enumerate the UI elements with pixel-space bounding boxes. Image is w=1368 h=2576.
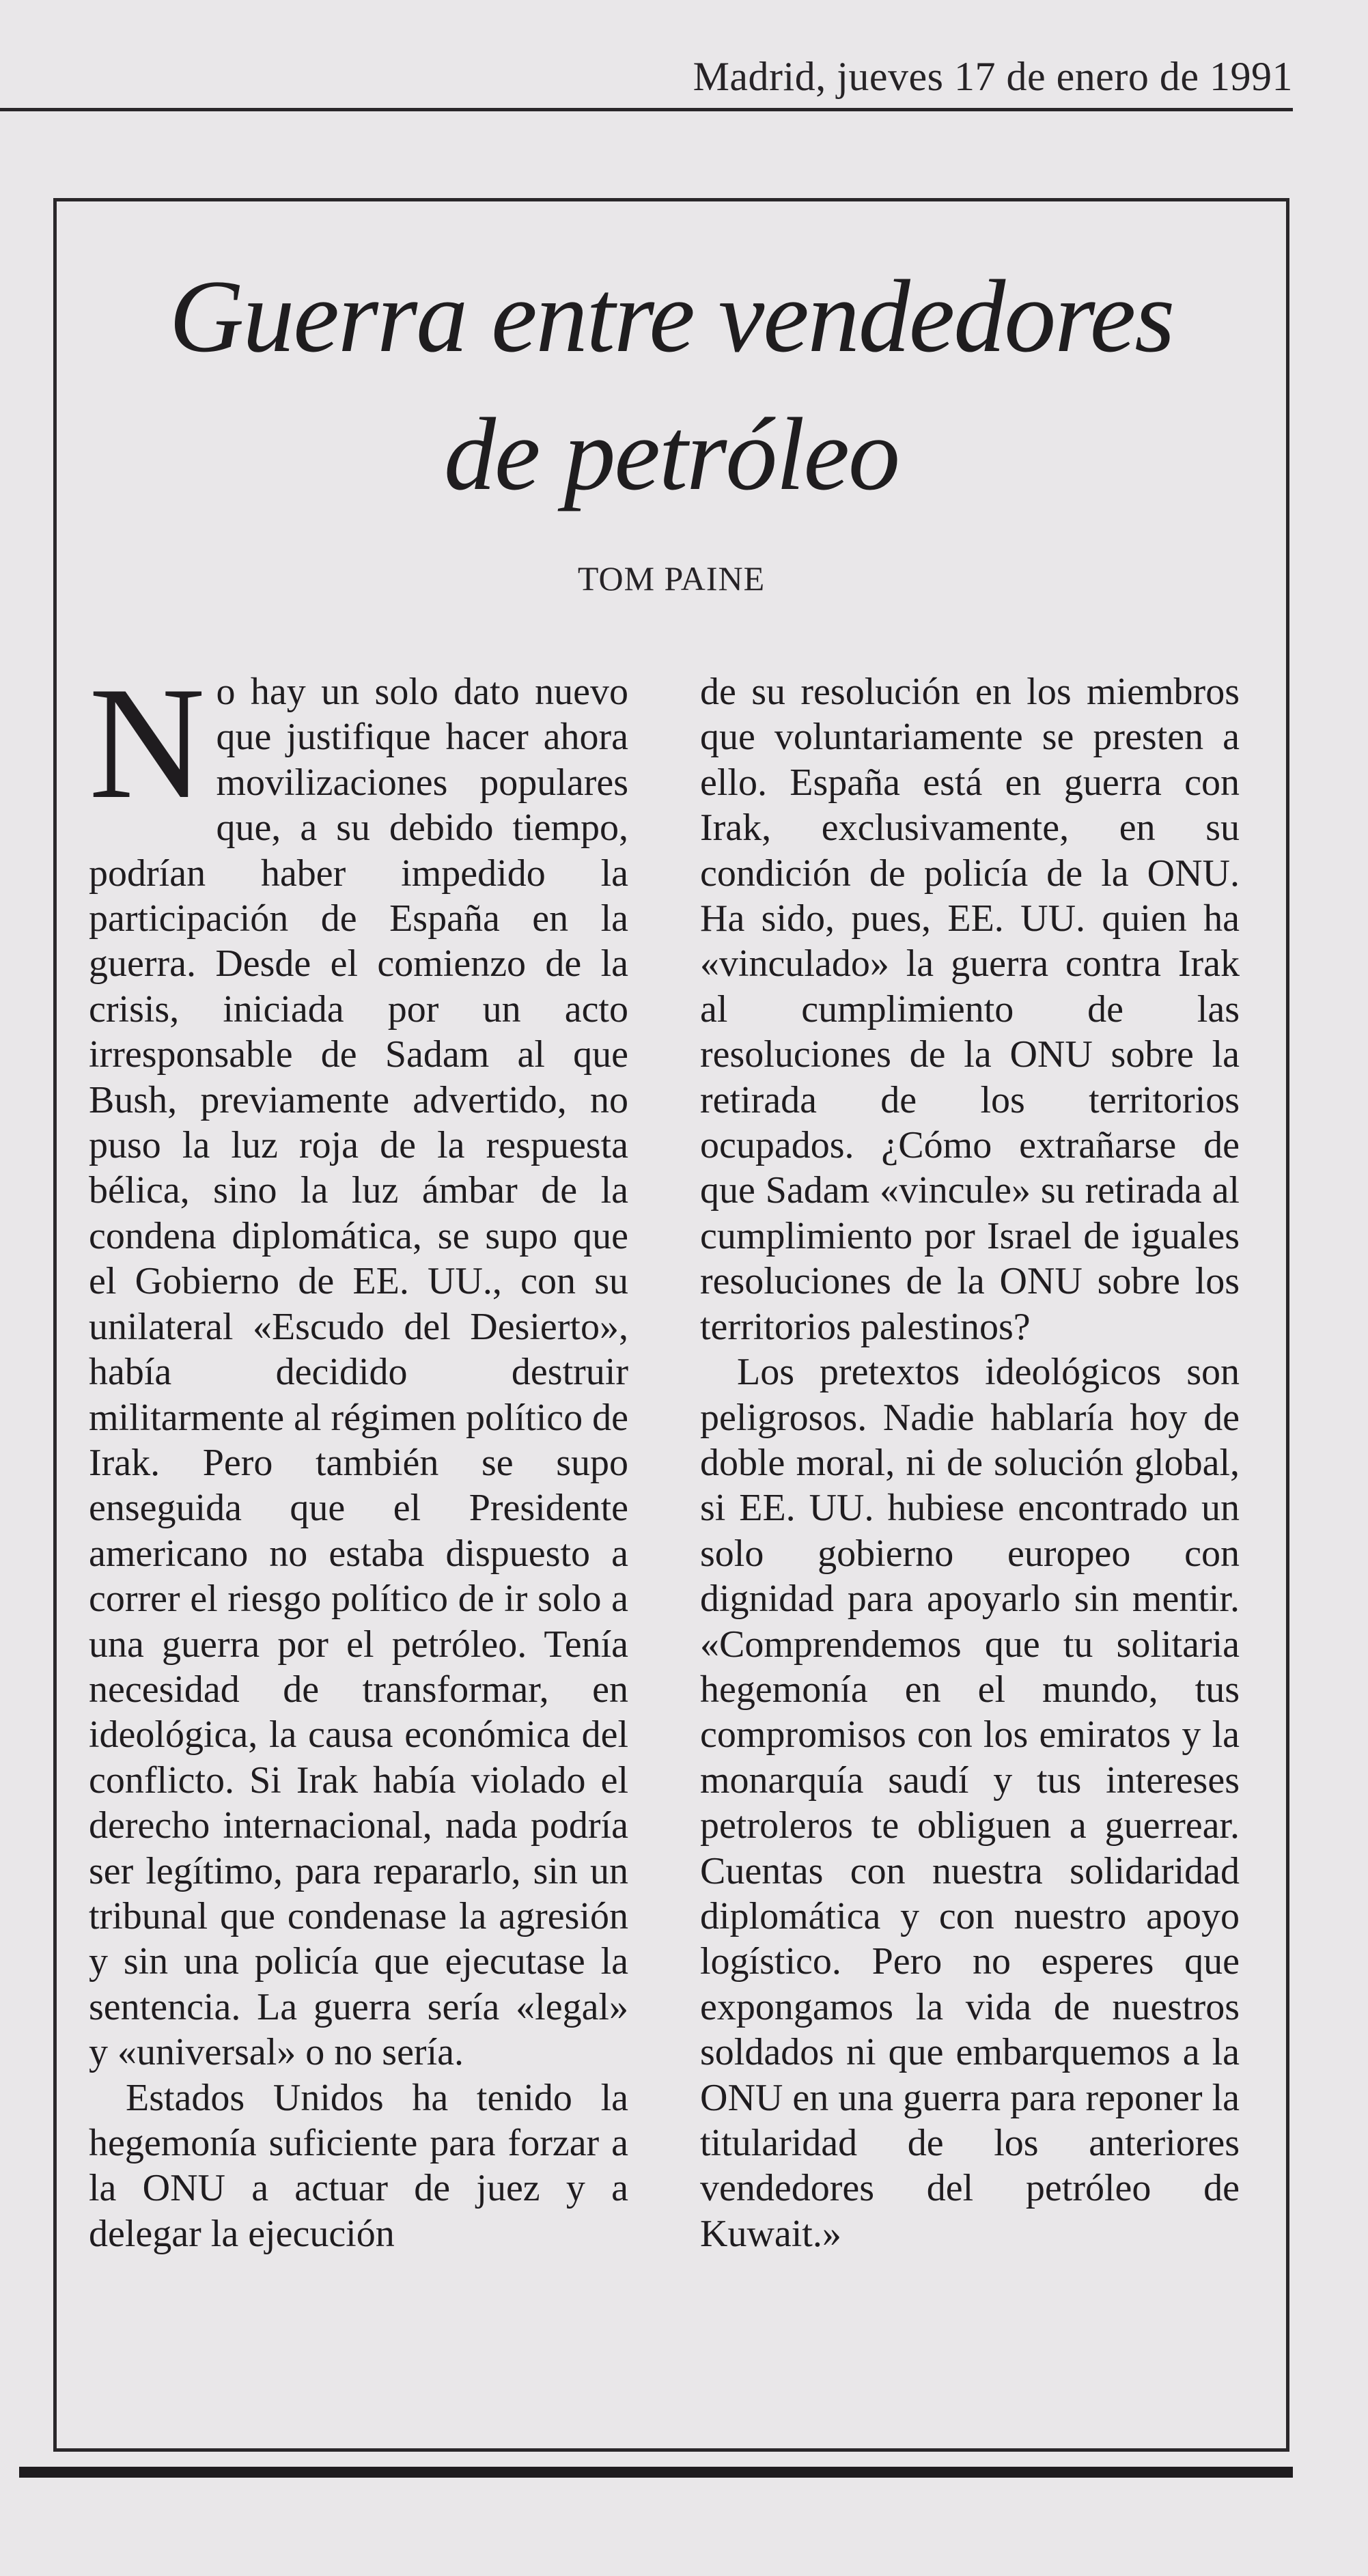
article-column-right [700,669,1240,2256]
footer-rule [19,2467,1293,2478]
paragraph-1-text: o hay un solo dato nuevo que justifique hacer ahora movilizaciones populares que, a su debido tiempo, podrían haber impedido la participación de España en la guerra. Desde el comienzo de la crisis, iniciada por un acto irresponsable de Sadam al que Bush, previamente advertido, no puso la luz roja de la respuesta bélica, sino la luz ámbar de la condena diplomática, se supo que el Gobierno de EE. UU., con su unilateral «Escudo del Desierto», había decidido destruir militarmente al régimen político de Irak. Pero también se supo enseguida que el Presidente americano no estaba dispuesto a correr el riesgo político de ir solo a una guerra por el petróleo. Tenía necesidad de transformar, en ideológica, la causa económica del conflicto. Si Irak había violado el derecho internacional, nada podría ser legítimo, para repararlo, sin un tribunal que condenase la agresión y sin una policía que ejecutase la sentencia. La guerra sería «legal» y «universal» o no sería. [89,671,628,2074]
paragraph-2: Estados Unidos ha tenido la hegemonía suficiente para forzar a la ONU a actuar de juez y a delegar la ejecución [89,2076,628,2255]
headline-line-1: Guerra entre vendedores [169,259,1174,374]
paragraph-3: de su resolución en los miembros que voluntariamente se presten a ello. España está en guerra con Irak, exclusivamente, en su condición de policía de la ONU. Ha sido, pues, EE. UU. quien ha «vinculado» la guerra contra Irak al cumplimiento de las resoluciones de la ONU sobre la retirada de los territorios ocupados. ¿Cómo extrañarse de que Sadam «vincule» su retirada al cumplimiento por Israel de iguales resoluciones de la ONU sobre los territorios palestinos? [700,671,1240,1348]
headline [53,247,1289,523]
drop-cap: N [89,654,206,832]
article-column-left [89,654,628,2256]
byline: TOM PAINE [577,559,766,598]
header-rule [0,108,1293,111]
paragraph-1 [89,654,628,2075]
dateline: Madrid, jueves 17 de enero de 1991 [693,54,1293,99]
paragraph-4: Los pretextos ideológicos son peligrosos. Nadie hablaría hoy de doble moral, ni de solución global, si EE. UU. hubiese encontrado un solo gobierno europeo con dignidad para apoyarlo sin mentir. «Comprendemos que tu solitaria hegemonía en el mundo, tus compromisos con los emiratos y la monarquía saudí y tus intereses petroleros te obliguen a guerrear. Cuentas con nuestra solidaridad diplomática y con nuestro apoyo logístico. Pero no esperes que expongamos la vida de nuestros soldados ni que embarquemos a la ONU en una guerra para reponer la titularidad de los anteriores vendedores del petróleo de Kuwait.» [700,1351,1240,2255]
headline-line-2: de petróleo [443,397,899,512]
